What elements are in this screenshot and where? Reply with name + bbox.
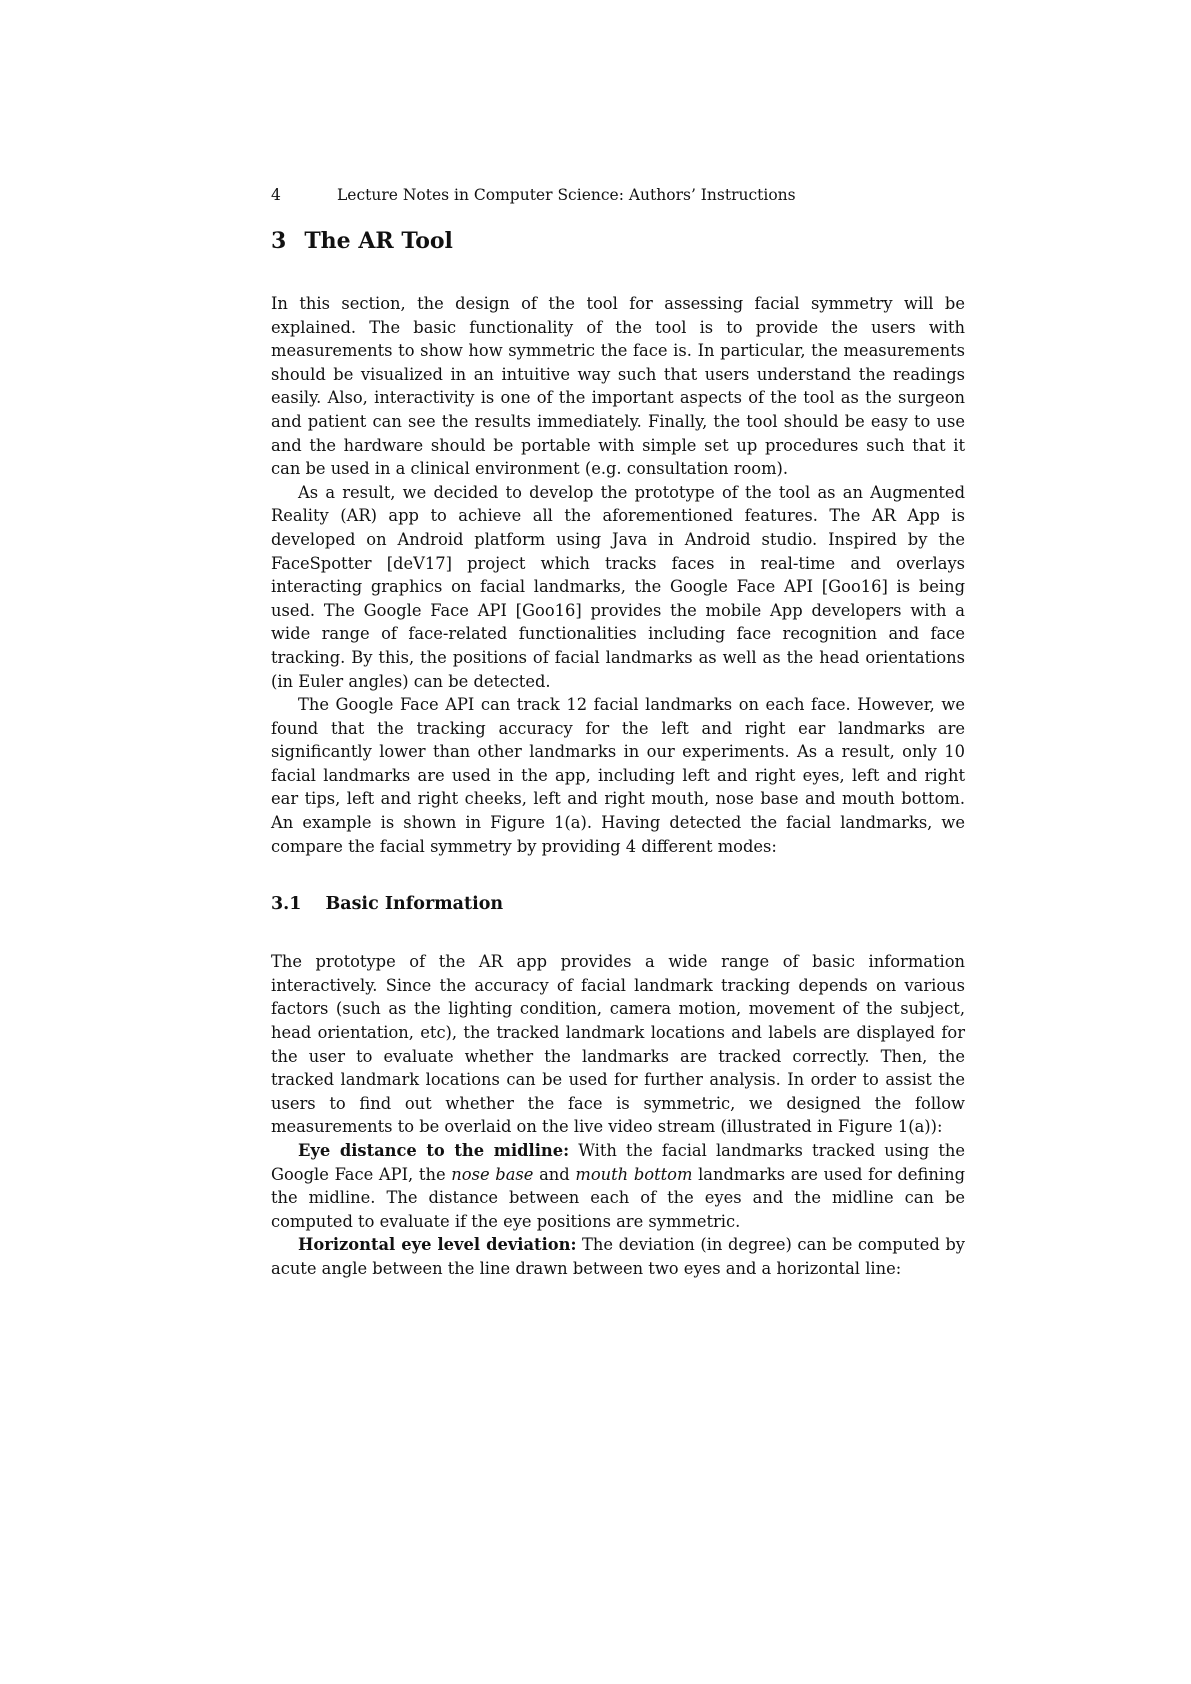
mouth-bottom-term: mouth bottom — [575, 1164, 693, 1184]
eye-distance-text-2: and — [533, 1164, 576, 1184]
section-number: 3 — [271, 228, 287, 254]
paper-page — [271, 184, 965, 1281]
nose-base-term: nose base — [451, 1164, 534, 1184]
section-title: The AR Tool — [304, 228, 453, 254]
eye-distance-text-3: landmarks are used for defining the midline. The distance between each of the eyes and the midline can be computed to evaluate if the eye positions are symmetric. — [271, 1164, 965, 1231]
paragraph-basic-info: The prototype of the AR app provides a wide range of basic information interactively. Since the accuracy of facial landmark tracking depends on various factors (such as the lighting condition, camera motion, movement of the subject, head orientation, etc), the tracked landmark locations and labels are displayed for the user to evaluate whether the landmarks are tracked correctly. Then, the tracked landmark locations can be used for further analysis. In order to assist the users to find out whether the face is symmetric, we designed the follow measurements to be overlaid on the live video stream (illustrated in Figure 1(a)): — [271, 952, 965, 1137]
paragraph-ar-app: As a result, we decided to develop the prototype of the tool as an Augmented Reality (AR) app to achieve all the aforementioned features. The AR App is developed on Android platform using Java in Android studio. Inspired by the FaceSpotter [deV17] project which tracks faces in real-time and overlays interacting graphics on facial landmarks, the Google Face API [Goo16] is being used. The Google Face API [Goo16] provides the mobile App developers with a wide range of face-related functionalities including face recognition and face tracking. By this, the positions of facial landmarks as well as the head orientations (in Euler angles) can be detected. — [271, 482, 965, 691]
paragraph-landmarks: The Google Face API can track 12 facial landmarks on each face. However, we found that the tracking accuracy for the left and right ear landmarks are significantly lower than other landmarks in our experiments. As a result, only 10 facial landmarks are used in the app, including left and right eyes, left and right ear tips, left and right cheeks, left and right mouth, nose base and mouth bottom. An example is shown in Figure 1(a). Having detected the facial landmarks, we compare the facial symmetry by providing 4 different modes: — [271, 695, 965, 856]
eye-level-text: The deviation (in degree) can be computed by acute angle between the line drawn between two eyes and a horizontal line: — [271, 1235, 965, 1278]
running-title: Lecture Notes in Computer Science: Authors’ Instructions — [337, 186, 796, 204]
paragraph-eye-distance — [271, 1139, 965, 1233]
eye-level-heading: Horizontal eye level deviation: — [298, 1235, 577, 1255]
paragraph-eye-level — [271, 1233, 965, 1280]
section-heading — [271, 226, 965, 256]
paragraph-intro: In this section, the design of the tool for assessing facial symmetry will be explained. The basic functionality of the tool is to provide the users with measurements to show how symmetric the face is. In particular, the measurements should be visualized in an intuitive way such that users understand the readings easily. Also, interactivity is one of the important aspects of the tool as the surgeon and patient can see the results immediately. Finally, the tool should be easy to use and the hardware should be portable with simple set up procedures such that it can be used in a clinical environment (e.g. consultation room). — [271, 294, 965, 479]
page-number: 4 — [271, 186, 281, 204]
eye-distance-heading: Eye distance to the midline: — [298, 1141, 570, 1160]
subsection-title: Basic Information — [325, 894, 504, 915]
subsection-number: 3.1 — [271, 894, 302, 915]
eye-distance-text-1: With the facial landmarks tracked using the Google Face API, the — [271, 1141, 965, 1184]
subsection-heading — [271, 892, 965, 916]
running-head — [271, 184, 965, 206]
